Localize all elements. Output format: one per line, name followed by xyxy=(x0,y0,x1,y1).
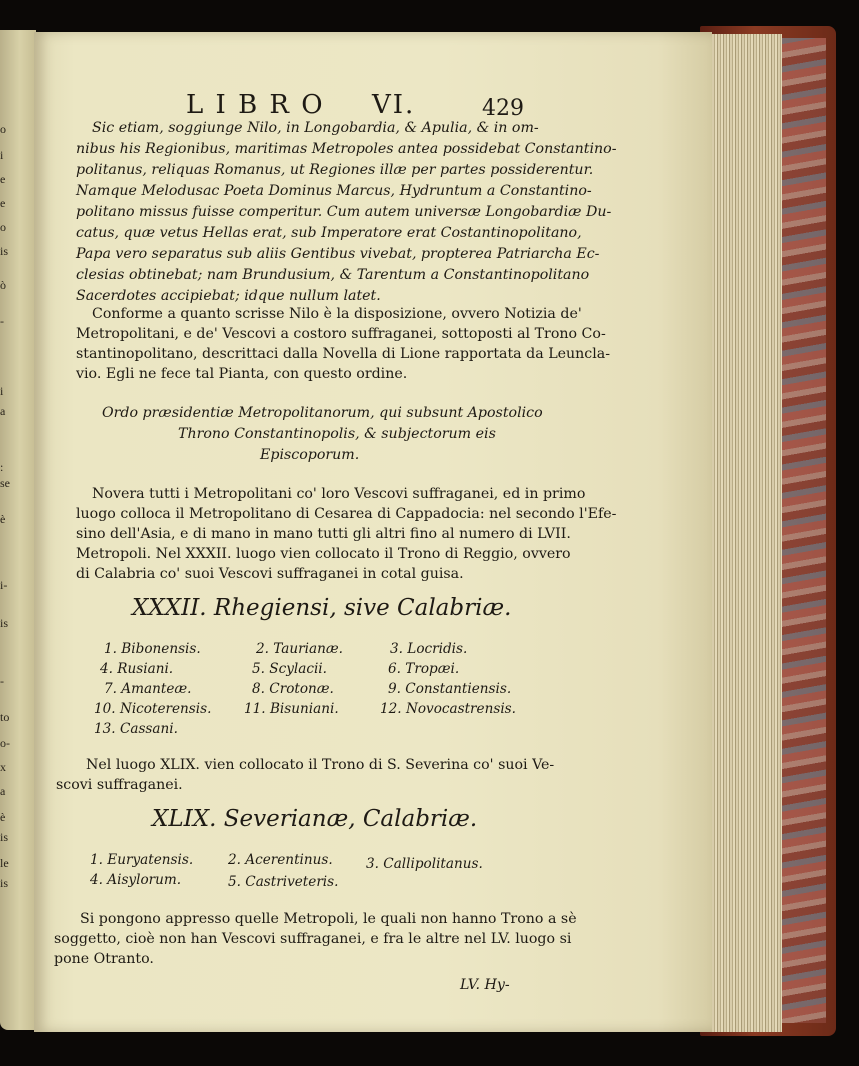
list-item: 6. Tropæi. xyxy=(388,661,460,677)
list-item: 2. Acerentinus. xyxy=(228,852,333,868)
ordo-title-line: Throno Constantinopolis, & subjectorum eis xyxy=(178,426,496,442)
latin-line: politanus, reliquas Romanus, ut Regiones illæ per partes possiderentur. xyxy=(76,162,594,178)
list-item: 13. Cassani. xyxy=(94,721,178,737)
margin-glyph: le xyxy=(0,856,9,870)
marbled-edge xyxy=(782,38,826,1023)
body-line: scovi suffraganei. xyxy=(56,777,183,793)
latin-line: Sacerdotes accipiebat; idque nullum latet. xyxy=(76,288,381,304)
list-item: 1. Euryatensis. xyxy=(90,852,194,868)
margin-glyph: - xyxy=(0,314,4,328)
page-edges xyxy=(706,34,782,1032)
list-item: 5. Scylacii. xyxy=(252,661,327,677)
list-item: 4. Rusiani. xyxy=(100,661,174,677)
margin-glyph: i xyxy=(0,384,4,398)
margin-glyph: a xyxy=(0,784,6,798)
latin-line: Papa vero separatus sub aliis Gentibus vivebat, propterea Patriarcha Ec- xyxy=(76,246,600,262)
latin-line: politano missus fuisse comperitur. Cum autem universæ Longobardiæ Du- xyxy=(76,204,612,220)
body-line: stantinopolitano, descrittaci dalla Novella di Lione rapportata da Leuncla- xyxy=(76,346,611,362)
list-item: 10. Nicoterensis. xyxy=(94,701,212,717)
margin-glyph: o- xyxy=(0,736,10,750)
list-item: 12. Novocastrensis. xyxy=(380,701,516,717)
body-line: di Calabria co' suoi Vescovi suffraganei in cotal guisa. xyxy=(76,566,464,582)
list-item: 5. Castriveteris. xyxy=(228,874,339,890)
ordo-title-line: Episcoporum. xyxy=(260,447,360,463)
running-title: L I B R O xyxy=(186,90,325,120)
margin-glyph: ò xyxy=(0,278,6,292)
section-heading-xlix: XLIX. Severianæ, Calabriæ. xyxy=(152,806,478,832)
latin-line: Namque Melodusac Poeta Dominus Marcus, Hydruntum a Constantino- xyxy=(76,183,592,199)
margin-glyph: is xyxy=(0,876,9,890)
margin-glyph: e xyxy=(0,196,6,210)
body-line: vio. Egli ne fece tal Pianta, con questo ordine. xyxy=(76,366,408,382)
margin-glyph: e xyxy=(0,172,6,186)
margin-glyph: is xyxy=(0,616,9,630)
margin-glyph: o xyxy=(0,220,6,234)
list-item: 4. Aisylorum. xyxy=(90,872,182,888)
body-line: Novera tutti i Metropolitani co' loro Vescovi suffraganei, ed in primo xyxy=(92,486,586,502)
book-number: VI. xyxy=(372,90,416,120)
page-number: 429 xyxy=(482,96,524,121)
body-line: Metropolitani, e de' Vescovi a costoro suffraganei, sottoposti al Trono Co- xyxy=(76,326,606,342)
body-line: Si pongono appresso quelle Metropoli, le quali non hanno Trono a sè xyxy=(80,911,577,927)
margin-glyph: x xyxy=(0,760,6,774)
body-line: Nel luogo XLIX. vien collocato il Trono di S. Severina co' suoi Ve- xyxy=(86,757,555,773)
margin-glyph: a xyxy=(0,404,6,418)
list-item: 9. Constantiensis. xyxy=(388,681,512,697)
list-item: 3. Callipolitanus. xyxy=(366,856,483,872)
margin-glyph: i- xyxy=(0,578,8,592)
list-item: 1. Bibonensis. xyxy=(104,641,201,657)
margin-glyph: : xyxy=(0,460,4,474)
latin-line: catus, quæ vetus Hellas erat, sub Imperatore erat Costantinopolitano, xyxy=(76,225,582,241)
body-line: pone Otranto. xyxy=(54,951,154,967)
list-item: 7. Amanteæ. xyxy=(104,681,192,697)
margin-glyph: is xyxy=(0,244,9,258)
body-line: Metropoli. Nel XXXII. luogo vien collocato il Trono di Reggio, ovvero xyxy=(76,546,571,562)
margin-glyph: i xyxy=(0,148,4,162)
facing-page-margin xyxy=(0,30,36,1030)
list-item: 2. Taurianæ. xyxy=(256,641,343,657)
catchword: LV. Hy- xyxy=(460,977,510,993)
latin-line: clesias obtinebat; nam Brundusium, & Tarentum a Constantinopolitano xyxy=(76,267,590,283)
latin-line: Sic etiam, soggiunge Nilo, in Longobardia, & Apulia, & in om- xyxy=(92,120,539,136)
body-line: Conforme a quanto scrisse Nilo è la disposizione, ovvero Notizia de' xyxy=(92,306,582,322)
margin-glyph: is xyxy=(0,830,9,844)
body-line: luogo colloca il Metropolitano di Cesarea di Cappadocia: nel secondo l'Efe- xyxy=(76,506,617,522)
margin-glyph: to xyxy=(0,710,10,724)
latin-line: nibus his Regionibus, maritimas Metropoles antea possidebat Constantino- xyxy=(76,141,617,157)
margin-glyph: o xyxy=(0,122,6,136)
section-heading-xxxii: XXXII. Rhegiensi, sive Calabriæ. xyxy=(132,595,512,621)
body-line: sino dell'Asia, e di mano in mano tutti gli altri fino al numero di LVII. xyxy=(76,526,571,542)
list-item: 3. Locridis. xyxy=(390,641,468,657)
margin-glyph: è xyxy=(0,512,6,526)
margin-glyph: è xyxy=(0,810,6,824)
list-item: 8. Crotonæ. xyxy=(252,681,334,697)
list-item: 11. Bisuniani. xyxy=(244,701,339,717)
body-line: soggetto, cioè non han Vescovi suffraganei, e fra le altre nel LV. luogo si xyxy=(54,931,572,947)
margin-glyph: se xyxy=(0,476,10,490)
margin-glyph: - xyxy=(0,674,4,688)
ordo-title-line: Ordo præsidentiæ Metropolitanorum, qui subsunt Apostolico xyxy=(102,405,543,421)
